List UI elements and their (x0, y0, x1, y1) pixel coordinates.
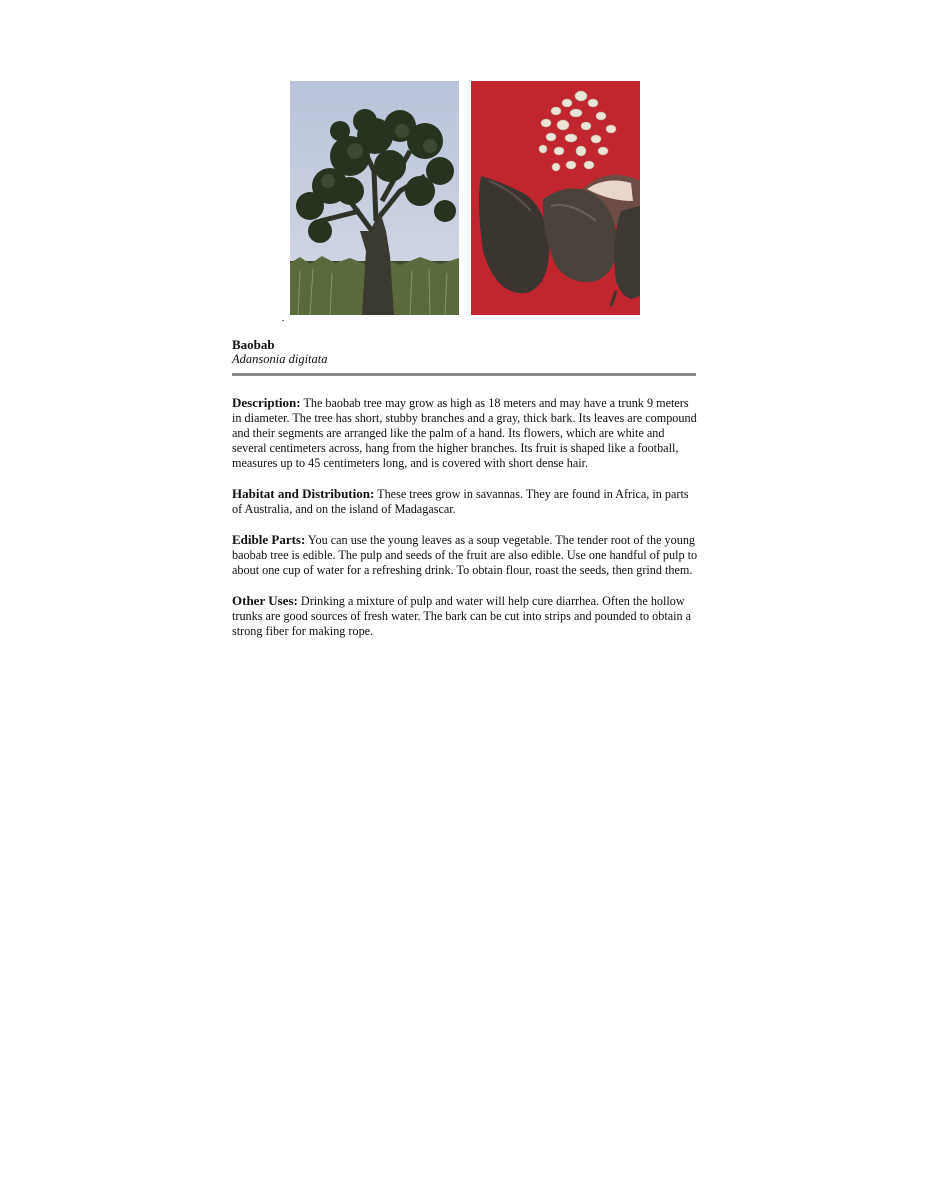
edible-parts-text: You can use the young leaves as a soup vegetable. The tender root of the young baobab tree is edible. The pulp and seeds of the fruit are also edible. Use one handful of pulp to about one cup of water for a refreshing drink. To obtain flour, roast the seeds, then grind them. (232, 533, 698, 577)
habitat-text: These trees grow in savannas. They are found in Africa, in parts of Australia, and on the island of Madagascar. (232, 487, 689, 516)
edible-parts-paragraph (232, 532, 700, 578)
other-uses-label: Other Uses: (232, 593, 298, 608)
plant-heading (232, 337, 702, 367)
baobab-tree-image (290, 81, 459, 315)
scientific-name: Adansonia digitata (232, 352, 328, 366)
plant-description-body (232, 395, 700, 654)
section-divider (232, 373, 696, 376)
edible-parts-label: Edible Parts: (232, 532, 306, 547)
description-label: Description: (232, 395, 301, 410)
description-text: The baobab tree may grow as high as 18 meters and may have a trunk 9 meters in diameter. The tree has short, stubby branches and a gray, thick bark. Its leaves are compound and their segments are arranged like the palm of a hand. Its flowers, which are white and several centimeters across, hang from the higher branches. Its fruit is shaped like a football, measures up to 45 centimeters long, and is covered with short dense hair. (232, 396, 697, 470)
fruit-photo (471, 81, 640, 315)
description-paragraph (232, 395, 700, 471)
habitat-paragraph (232, 486, 700, 517)
scan-speck (282, 320, 284, 321)
other-uses-text: Drinking a mixture of pulp and water will help cure diarrhea. Often the hollow trunks are good sources of fresh water. The bark can be cut into strips and pounded to obtain a strong fiber for making rope. (232, 594, 692, 638)
habitat-label: Habitat and Distribution: (232, 486, 375, 501)
common-name: Baobab (232, 337, 275, 352)
tree-photo (290, 81, 459, 315)
other-uses-paragraph (232, 593, 700, 639)
baobab-fruit-image (471, 81, 640, 315)
